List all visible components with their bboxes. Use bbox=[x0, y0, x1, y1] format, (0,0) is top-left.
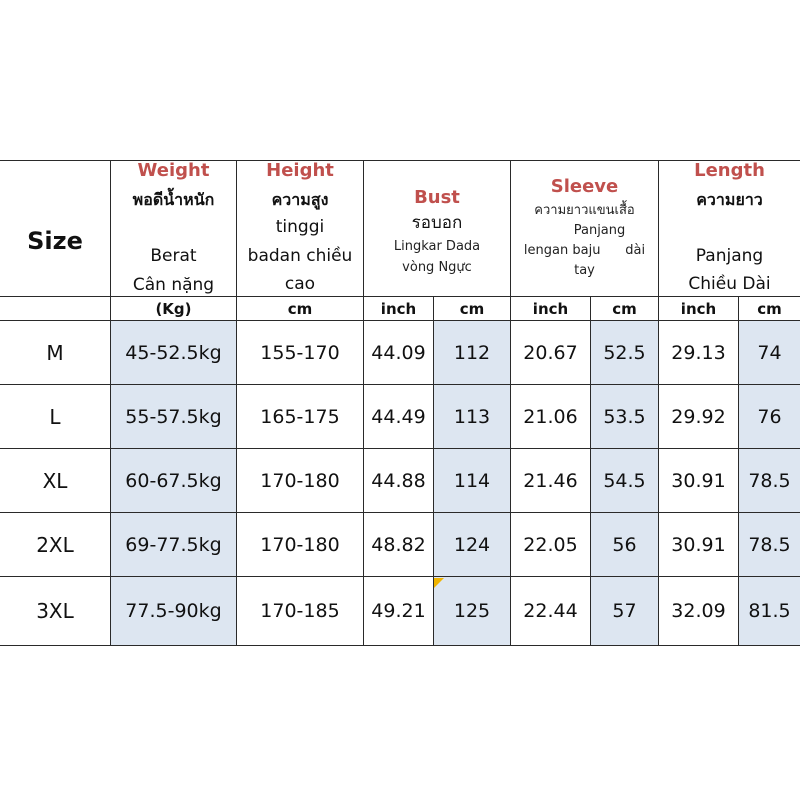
height-label-line: cao bbox=[284, 274, 316, 294]
bust-cm-cell: 113 bbox=[453, 405, 491, 428]
weight-cell: 45-52.5kg bbox=[125, 341, 222, 364]
bust-inch-unit: inch bbox=[380, 299, 417, 318]
length-title: Length bbox=[694, 161, 765, 181]
sleeve-label-line: lengan baju dài bbox=[523, 243, 646, 258]
weight-cell: 69-77.5kg bbox=[125, 533, 222, 556]
bust-thai-label: รอบอก bbox=[411, 213, 463, 233]
length-cm-cell: 81.5 bbox=[748, 600, 791, 622]
length-cm-cell: 74 bbox=[757, 341, 782, 364]
bust-cm-cell: 114 bbox=[453, 469, 491, 492]
bust-inch-cell: 44.09 bbox=[371, 341, 426, 364]
length-inch-cell: 30.91 bbox=[671, 469, 726, 492]
length-cm-cell: 76 bbox=[757, 405, 782, 428]
length-inch-cell: 29.13 bbox=[671, 341, 726, 364]
weight-thai-label: พอดีน้ำหนัก bbox=[132, 190, 215, 209]
height-cell: 170-180 bbox=[260, 533, 340, 556]
bust-inch-cell: 44.49 bbox=[371, 405, 426, 428]
height-cell: 170-185 bbox=[260, 600, 340, 622]
sleeve-inch-unit: inch bbox=[532, 299, 569, 318]
sleeve-cm-cell: 53.5 bbox=[603, 405, 646, 428]
height-label-line: badan chiều bbox=[247, 246, 353, 266]
size-cell: 3XL bbox=[36, 599, 74, 623]
height-unit: cm bbox=[287, 299, 313, 318]
weight-cell: 77.5-90kg bbox=[125, 600, 222, 622]
bust-cm-cell: 124 bbox=[453, 533, 491, 556]
height-title: Height bbox=[266, 161, 334, 181]
sleeve-cm-cell: 57 bbox=[612, 600, 637, 622]
sleeve-label-line: Panjang bbox=[573, 223, 626, 238]
bust-cm-cell: 112 bbox=[453, 341, 491, 364]
sleeve-inch-cell: 22.44 bbox=[523, 600, 578, 622]
length-label-line: Panjang bbox=[695, 246, 764, 266]
height-cell: 155-170 bbox=[260, 341, 340, 364]
size-cell: 2XL bbox=[36, 532, 74, 557]
weight-cell: 60-67.5kg bbox=[125, 469, 222, 492]
length-cm-unit: cm bbox=[757, 299, 782, 318]
height-header bbox=[237, 161, 363, 296]
weight-unit: (Kg) bbox=[155, 299, 192, 318]
length-inch-cell: 29.92 bbox=[671, 405, 726, 428]
bust-title: Bust bbox=[414, 187, 460, 208]
bust-inch-cell: 48.82 bbox=[371, 533, 426, 556]
length-thai-label: ความยาว bbox=[696, 190, 763, 209]
bust-inch-cell: 49.21 bbox=[371, 600, 426, 622]
sleeve-inch-cell: 20.67 bbox=[523, 341, 578, 364]
sleeve-cm-cell: 52.5 bbox=[603, 341, 646, 364]
length-cm-cell: 78.5 bbox=[748, 469, 791, 492]
size-cell: L bbox=[49, 404, 61, 429]
sleeve-inch-cell: 21.46 bbox=[523, 469, 578, 492]
sleeve-cm-unit: cm bbox=[612, 299, 637, 318]
height-thai-label: ความสูง bbox=[271, 190, 329, 209]
size-cell: XL bbox=[42, 468, 68, 493]
weight-label-line: Berat bbox=[150, 246, 197, 266]
size-cell: M bbox=[46, 340, 64, 365]
sleeve-cm-cell: 54.5 bbox=[603, 469, 646, 492]
bust-cm-cell: 125 bbox=[453, 600, 491, 622]
length-inch-unit: inch bbox=[680, 299, 717, 318]
sleeve-header bbox=[511, 161, 658, 296]
weight-title: Weight bbox=[137, 161, 210, 181]
bust-label-line: vòng Ngực bbox=[402, 260, 472, 275]
sleeve-thai-label: ความยาวแขนเสื้อ bbox=[534, 203, 635, 218]
length-label-line: Chiều Dài bbox=[688, 274, 771, 294]
bust-inch-cell: 44.88 bbox=[371, 469, 426, 492]
sleeve-cm-cell: 56 bbox=[612, 533, 637, 556]
weight-header bbox=[111, 161, 236, 296]
grid-line-bottom bbox=[0, 645, 800, 646]
length-inch-cell: 30.91 bbox=[671, 533, 726, 556]
height-cell: 170-180 bbox=[260, 469, 340, 492]
height-cell: 165-175 bbox=[260, 405, 340, 428]
length-inch-cell: 32.09 bbox=[671, 600, 726, 622]
cell-corner-mark bbox=[434, 578, 444, 588]
bust-label-line: Lingkar Dada bbox=[393, 239, 481, 254]
bust-header bbox=[364, 161, 510, 296]
length-header bbox=[659, 161, 800, 296]
weight-label-line: Cân nặng bbox=[132, 275, 215, 295]
size-header: Size bbox=[27, 226, 83, 255]
sleeve-title: Sleeve bbox=[550, 176, 619, 197]
height-label-line: tinggi bbox=[275, 217, 325, 237]
sleeve-inch-cell: 21.06 bbox=[523, 405, 578, 428]
weight-cell: 55-57.5kg bbox=[125, 405, 222, 428]
sleeve-inch-cell: 22.05 bbox=[523, 533, 578, 556]
length-cm-cell: 78.5 bbox=[748, 533, 791, 556]
sleeve-label-line: tay bbox=[574, 263, 595, 278]
bust-cm-unit: cm bbox=[459, 299, 485, 318]
